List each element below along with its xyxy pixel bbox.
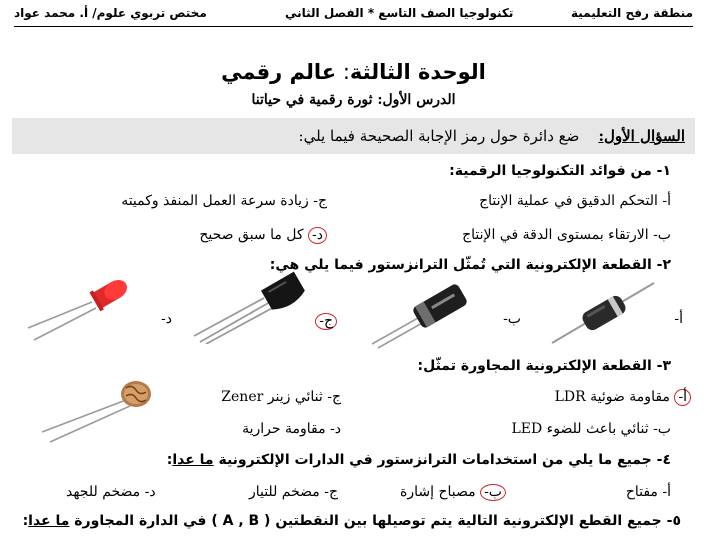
q2-stem: ٢- القطعة الإلكترونية التي تُمثّل الترانزستور فيما يلي هي:	[269, 257, 671, 273]
q3-option-b[interactable]: ب- ثنائي باعث للضوء LED	[511, 421, 671, 437]
q3-option-d[interactable]: د- مقاومة حرارية	[242, 421, 341, 437]
q2-option-a[interactable]: أ-	[674, 311, 683, 327]
q1-option-b[interactable]: ب- الارتقاء بمستوى الدقة في الإنتاج	[462, 227, 671, 243]
header-region: منطقة رفح التعليمية	[570, 6, 693, 20]
header-course: تكنولوجيا الصف التاسع * الفصل الثاني	[285, 6, 514, 20]
q5-stem: ٥- جميع القطع الإلكترونية التالية يتم توصيلها بين النقطتين ( A , B ) في الدارة المجاورة ما عدا:	[22, 513, 681, 529]
red-led-icon	[24, 268, 134, 344]
q4-option-c[interactable]: ج- مضخم للتيار	[248, 484, 338, 500]
answer-circle: ج-	[315, 313, 337, 330]
lesson-title: الدرس الأول: ثورة رقمية في حياتنا	[251, 92, 456, 108]
header-teacher: مختص تربوي علوم/ أ. محمد عواد	[14, 6, 207, 20]
question-title: السؤال الأول: ضع دائرة حول رمز الإجابة الصحيحة فيما يلي:	[298, 127, 685, 145]
q1-stem: ١- من فوائد التكنولوجيا الرقمية:	[449, 163, 671, 179]
transistor-icon	[190, 264, 330, 344]
unit-title: الوحدة الثالثة: عالم رقمي	[221, 60, 486, 84]
answer-circle: د-	[308, 227, 327, 244]
q2-option-d[interactable]: د-	[161, 311, 172, 327]
q3-option-a[interactable]: أ- مقاومة ضوئية LDR	[555, 389, 691, 406]
q4-option-a[interactable]: أ- مفتاح	[625, 484, 671, 500]
q4-option-d[interactable]: د- مضخم للجهد	[66, 484, 156, 500]
ldr-icon	[36, 376, 156, 446]
q1-option-a[interactable]: أ- التحكم الدقيق في عملية الإنتاج	[479, 193, 671, 209]
q2-option-b[interactable]: ب-	[503, 311, 521, 327]
q4-option-b[interactable]: ب- مصباح إشارة	[400, 484, 506, 501]
q3-stem: ٣- القطعة الإلكترونية المجاورة تمثّل:	[417, 358, 671, 374]
answer-circle: ب-	[480, 484, 506, 501]
header-divider	[14, 26, 693, 27]
capacitor-icon	[366, 280, 476, 350]
q1-option-d[interactable]: د- كل ما سبق صحيح	[199, 227, 327, 244]
rectifier-diode-icon	[550, 277, 658, 347]
q4-stem: ٤- جميع ما يلي من استخدامات الترانزستور في الدارات الإلكترونية ما عدا:	[166, 452, 671, 468]
q3-option-c[interactable]: ج- ثنائي زينر Zener	[221, 389, 341, 405]
answer-circle: أ-	[674, 389, 691, 406]
q1-option-c[interactable]: ج- زيادة سرعة العمل المنفذ وكميته	[121, 193, 327, 209]
